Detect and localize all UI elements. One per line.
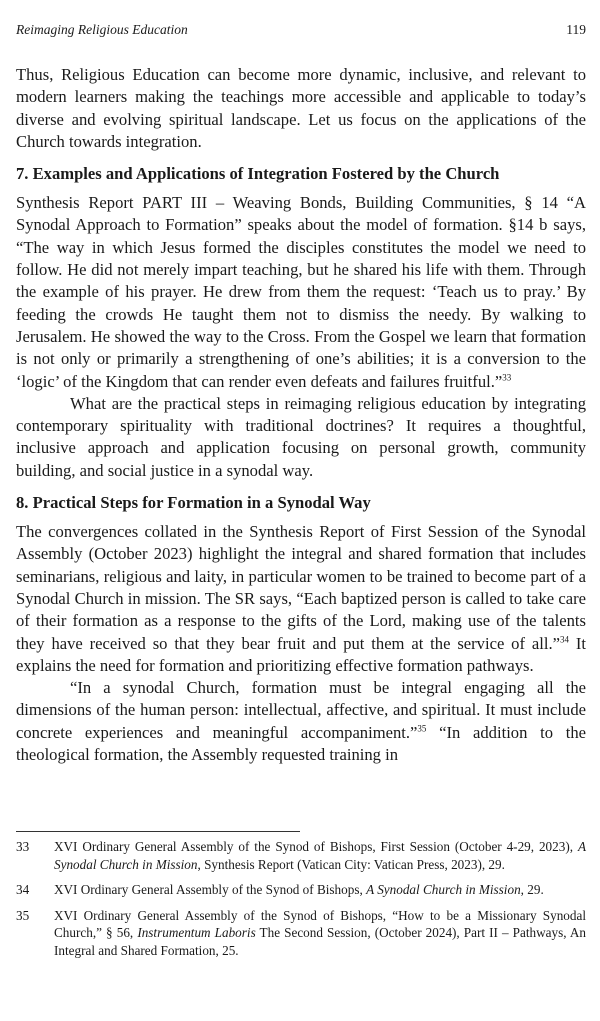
footnote-35	[16, 907, 586, 960]
footnote-title: A Synodal Church in Mission	[366, 882, 521, 898]
paragraph	[16, 521, 586, 677]
paragraph-text: It explains the need for formation and prioritizing effective formation pathways.	[16, 633, 586, 675]
footnote-number: 35	[16, 907, 30, 923]
paragraph	[16, 192, 586, 393]
paragraph: What are the practical steps in reimaging religious education by integrating contemporary spirituality with traditional doctrines? It requires a thoughtful, inclusive approach and application focusing on personal growth, community building, and social justice in a synodal way.	[16, 393, 586, 480]
footnote-text: XVI Ordinary General Assembly of the Synod of Bishops,	[54, 882, 367, 898]
running-head	[16, 22, 586, 42]
section-heading-8: 8. Practical Steps for Formation in a Synodal Way	[16, 493, 371, 513]
footnote-divider	[16, 831, 300, 832]
footnote-number: 34	[16, 882, 30, 898]
body-text	[16, 64, 586, 766]
running-title: Reimaging Religious Education	[16, 22, 188, 37]
footnotes	[16, 838, 586, 968]
footnote-ref[interactable]: 35	[417, 723, 427, 734]
footnote-34	[16, 881, 586, 899]
footnote-33	[16, 838, 586, 873]
footnote-title: Instrumentum Laboris	[137, 925, 256, 941]
section-heading-7: 7. Examples and Applications of Integration Fostered by the Church	[16, 164, 500, 184]
paragraph-text: Synthesis Report PART III – Weaving Bonds, Building Communities, § 14 “A Synodal Approach to Formation” speaks about the model of formation. §14 b says, “The way in which Jesus formed the disciples constitutes the model we need to follow. He did not merely impart teaching, but he shared his life with them. Through the example of his prayer. He drew from them the request: ‘Teach us to pray.’ By feeding the crowds He taught them not to dismiss the needy. By walking to Jerusalem. He showed the way to the Cross. From the Gospel we learn that formation is not only or primarily a strengthening of one’s abilities; it is a conversion to the ‘logic’ of the Kingdom that can render even defeats and failures fruitful.”	[16, 193, 586, 391]
paragraph	[16, 677, 586, 766]
footnote-text: , 29.	[520, 882, 544, 898]
paragraph: Thus, Religious Education can become more dynamic, inclusive, and relevant to modern learners making the teachings more accessible and applicable to today’s diverse and evolving spiritual landscape. Let us focus on the applications of the Church towards integration.	[16, 65, 586, 151]
page-number: 119	[566, 22, 586, 37]
footnote-ref[interactable]: 34	[559, 634, 569, 644]
footnote-text: XVI Ordinary General Assembly of the Synod of Bishops, “How to be a Missionary Synodal Church,” § 56,	[54, 907, 586, 941]
paragraph-text: The convergences collated in the Synthesis Report of First Session of the Synodal Assembly (October 2023) highlight the integral and shared formation that includes seminarians, religious and laity, in particular women to be trained to become part of a Synodal Church in mission. The SR says, “Each baptized person is called to take care of their formation as a response to the gifts of the Lord, making use of the talents they have received so that they bear fruit and put them at the service of all.”	[16, 522, 586, 653]
footnote-text: , Synthesis Report (Vatican City: Vatican Press, 2023), 29.	[197, 856, 505, 872]
footnote-ref[interactable]: 33	[502, 372, 512, 383]
footnote-text: The Second Session, (October 2024), Part II – Pathways, An Integral and Shared Formation, 25.	[54, 925, 586, 958]
paragraph-text: “In a synodal Church, formation must be integral engaging all the dimensions of the human person: intellectual, affective, and spiritual. It must include concrete experiences and meaningful accompaniment.”	[16, 678, 586, 742]
footnote-number: 33	[16, 839, 30, 854]
paragraph-text: “In addition to the theological formation, the Assembly requested training in	[16, 722, 586, 765]
footnote-text: XVI Ordinary General Assembly of the Synod of Bishops, First Session (October 4-29, 2023),	[54, 839, 578, 854]
footnote-title: A Synodal Church in Mission	[54, 839, 586, 872]
